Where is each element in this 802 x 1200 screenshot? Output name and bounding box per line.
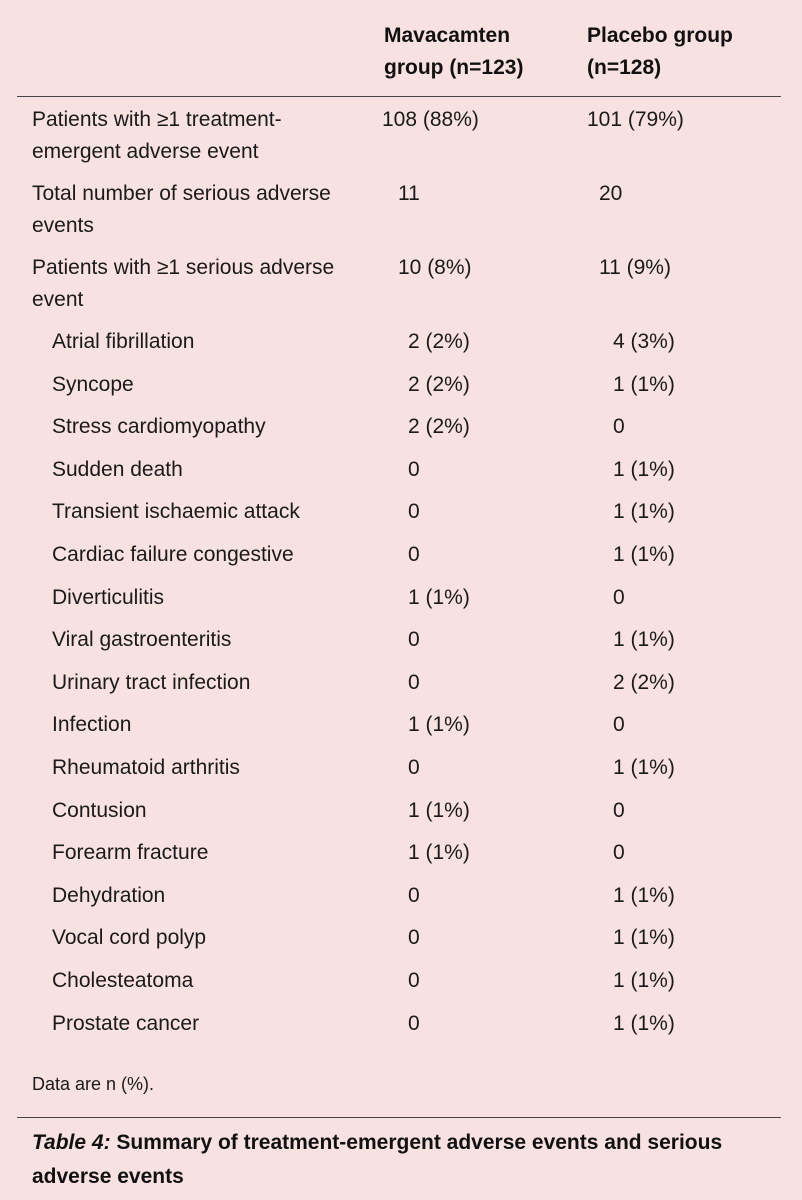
mavacamten-value: 2 (2%) [408,330,470,353]
table-row [0,539,802,582]
placebo-value: 1 (1%) [613,926,675,950]
mavacamten-value: 0 [408,755,420,779]
row-label: Prostate cancer [52,1011,200,1035]
placebo-value: 0 [613,415,625,439]
mavacamten-value: 0 [408,628,420,652]
row-label: Syncope [52,372,134,396]
table-row [0,582,802,625]
mavacamten-value: 108 (88%) [382,108,479,131]
mavacamten-value: 0 [408,968,420,992]
placebo-value: 11 (9%) [599,256,671,279]
table-header [0,0,802,97]
table-row [0,178,802,252]
row-label: Infection [52,713,132,737]
table-body [0,104,802,1050]
mavacamten-value: 0 [408,500,420,524]
placebo-value: 101 (79%) [587,108,684,131]
placebo-value: 0 [613,841,625,865]
table-number: Table 4: [32,1131,111,1154]
column-header-placebo: Placebo group (n=128) [587,24,733,79]
row-label: Patients with ≥1 treatment- emergent adverse event [32,108,282,163]
table-row [0,667,802,710]
mavacamten-value: 10 (8%) [398,256,472,279]
placebo-value: 0 [613,798,625,822]
table-caption [32,1126,772,1194]
mavacamten-value: 0 [408,670,420,694]
table-row [0,795,802,838]
row-label: Rheumatoid arthritis [52,755,240,779]
row-label: Cholesteatoma [52,968,194,992]
mavacamten-value: 1 (1%) [408,585,470,609]
mavacamten-value: 11 [398,182,420,205]
column-header-mavacamten: Mavacamten group (n=123) [384,24,524,79]
table-row [0,624,802,667]
mavacamten-value: 0 [408,883,420,907]
placebo-value: 1 (1%) [613,457,675,481]
table-row [0,709,802,752]
row-label: Dehydration [52,883,166,907]
placebo-value: 20 [599,182,623,205]
mavacamten-value: 0 [408,457,420,481]
table-row [0,752,802,795]
placebo-value: 0 [613,713,625,737]
placebo-value: 1 (1%) [613,1011,675,1035]
row-label: Atrial fibrillation [52,330,195,353]
placebo-value: 1 (1%) [613,883,675,907]
table-row [0,1008,802,1051]
placebo-value: 1 (1%) [613,968,675,992]
row-label: Cardiac failure congestive [52,542,294,566]
table-row [0,837,802,880]
table-row [0,965,802,1008]
table-row [0,369,802,412]
table-row [0,104,802,178]
table-row [0,411,802,454]
row-label: Transient ischaemic attack [52,500,300,524]
mavacamten-value: 0 [408,926,420,950]
placebo-value: 4 (3%) [613,330,675,353]
mavacamten-value: 1 (1%) [408,841,470,865]
row-label: Contusion [52,798,147,822]
row-label: Patients with ≥1 serious adverse event [32,256,335,311]
row-label: Stress cardiomyopathy [52,415,266,439]
table-row [0,880,802,923]
placebo-value: 1 (1%) [613,372,675,396]
row-label: Forearm fracture [52,841,209,865]
mavacamten-value: 2 (2%) [408,372,470,396]
caption-text: Summary of treatment-emergent adverse events and serious adverse events [32,1131,723,1188]
mavacamten-value: 0 [408,542,420,566]
table-row [0,454,802,497]
table-footnote: Data are n (%). [32,1074,155,1094]
placebo-value: 1 (1%) [613,542,675,566]
row-label: Viral gastroenteritis [52,628,232,652]
row-label: Sudden death [52,457,183,481]
placebo-value: 1 (1%) [613,755,675,779]
table-row [0,922,802,965]
table-row [0,326,802,369]
row-label: Diverticulitis [52,585,165,609]
placebo-value: 0 [613,585,625,609]
header-divider [17,96,781,97]
row-label: Urinary tract infection [52,670,251,694]
row-label: Vocal cord polyp [52,926,207,950]
placebo-value: 2 (2%) [613,670,675,694]
placebo-value: 1 (1%) [613,628,675,652]
caption-divider [17,1117,781,1118]
mavacamten-value: 1 (1%) [408,798,470,822]
mavacamten-value: 2 (2%) [408,415,470,439]
mavacamten-value: 0 [408,1011,420,1035]
table-row [0,252,802,326]
row-label: Total number of serious adverse events [32,182,331,237]
placebo-value: 1 (1%) [613,500,675,524]
mavacamten-value: 1 (1%) [408,713,470,737]
table-row [0,496,802,539]
